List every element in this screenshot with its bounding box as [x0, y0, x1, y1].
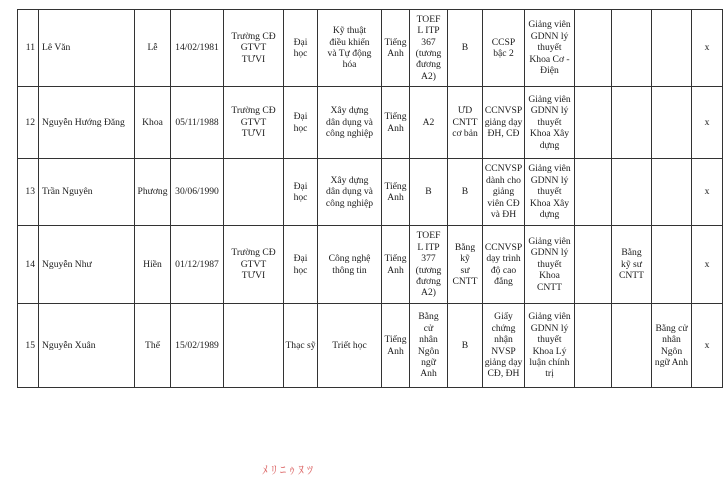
given-name: Hiền [143, 258, 162, 270]
extra-degree-cell [652, 10, 692, 87]
position-title: Giảng viên GDNN lý thuyết Khoa Lý luận chính trị [528, 311, 571, 380]
position-title: Giảng viên GDNN lý thuyết Khoa Xây dựng [528, 93, 571, 151]
education-level-cell [284, 226, 318, 304]
x-mark-cell [692, 10, 723, 87]
row-number-cell [18, 159, 39, 226]
major-cell [318, 10, 382, 87]
extra-degree-cell [652, 159, 692, 226]
birth-date-cell [171, 226, 224, 304]
it-certificate-cell [448, 10, 483, 87]
row-number-cell [18, 226, 39, 304]
table-row [18, 10, 723, 87]
pedagogy-certificate-cell [483, 87, 525, 159]
extra-certificate-cell [612, 10, 652, 87]
major: Xây dựng dân dụng và công nghiệp [325, 105, 374, 140]
table-row [18, 87, 723, 159]
blank-cell-cell [575, 226, 612, 304]
x-mark: x [704, 116, 710, 128]
major: Xây dựng dân dụng và công nghiệp [325, 174, 374, 209]
extra-certificate: Bằng kỹ sư CNTT [618, 247, 645, 282]
training-institution-cell [224, 10, 284, 87]
foreign-language: Tiếng Anh [384, 111, 407, 134]
pedagogy-certificate: CCSP bậc 2 [491, 36, 516, 59]
extra-certificate-cell [612, 304, 652, 388]
foreign-language-cell [382, 304, 410, 388]
pedagogy-certificate-cell [483, 226, 525, 304]
birth-date-cell [171, 304, 224, 388]
row-number-cell [18, 10, 39, 87]
foreign-language: Tiếng Anh [384, 36, 407, 59]
position-title-cell [525, 10, 575, 87]
given-name: Thế [145, 339, 160, 351]
extra-certificate-cell [612, 159, 652, 226]
surname: Nguyễn Xuân [42, 339, 96, 351]
birth-date-cell [171, 10, 224, 87]
given-name-cell [135, 10, 171, 87]
language-certificate-cell [410, 87, 448, 159]
birth-date: 05/11/1988 [175, 116, 219, 128]
it-certificate: Bằng kỹ sư CNTT [452, 241, 478, 287]
foreign-language: Tiếng Anh [384, 334, 407, 357]
it-certificate-cell [448, 226, 483, 304]
pedagogy-certificate: CCNVSP dạy trình độ cao đẳng [484, 241, 523, 287]
position-title-cell [525, 304, 575, 388]
birth-date-cell [171, 159, 224, 226]
major: Triết học [332, 339, 367, 351]
given-name: Phương [137, 186, 168, 198]
row-number-cell [18, 304, 39, 388]
training-institution: Trường CĐ GTVT TƯVI [231, 30, 276, 65]
education-level: Đại học [293, 180, 308, 203]
it-certificate: B [461, 42, 469, 54]
blank-cell-cell [575, 10, 612, 87]
education-level: Đại học [293, 111, 308, 134]
major-cell [318, 87, 382, 159]
row-number: 14 [25, 258, 35, 270]
position-title: Giảng viên GDNN lý thuyết Khoa Xây dựng [528, 163, 571, 221]
row-number: 12 [25, 116, 35, 128]
x-mark-cell [692, 226, 723, 304]
x-mark-cell [692, 87, 723, 159]
language-certificate: TOEF L ITP 367 (tương đương A2) [415, 13, 442, 82]
surname-cell [39, 159, 135, 226]
major-cell [318, 159, 382, 226]
x-mark: x [704, 339, 710, 351]
foreign-language-cell [382, 87, 410, 159]
education-level: Đại học [293, 253, 308, 276]
education-level-cell [284, 159, 318, 226]
pedagogy-certificate-cell [483, 10, 525, 87]
training-institution-cell [224, 226, 284, 304]
extra-degree-cell [652, 304, 692, 388]
it-certificate: ƯD CNTT cơ bản [452, 105, 478, 140]
surname-cell [39, 87, 135, 159]
it-certificate: B [461, 186, 469, 198]
position-title-cell [525, 159, 575, 226]
red-stamp-mark: ﾒﾘﾆｩﾇﾂ [262, 463, 317, 477]
birth-date: 30/06/1990 [175, 186, 219, 198]
birth-date-cell [171, 87, 224, 159]
surname: Lê Văn [42, 42, 71, 54]
language-certificate-cell [410, 10, 448, 87]
foreign-language-cell [382, 10, 410, 87]
education-level-cell [284, 10, 318, 87]
training-institution-cell [224, 159, 284, 226]
position-title: Giảng viên GDNN lý thuyết Khoa CNTT [528, 235, 571, 293]
birth-date: 15/02/1989 [175, 339, 219, 351]
foreign-language: Tiếng Anh [384, 180, 407, 203]
it-certificate: B [461, 339, 469, 351]
training-institution-cell [224, 304, 284, 388]
table-row [18, 159, 723, 226]
foreign-language: Tiếng Anh [384, 253, 407, 276]
given-name-cell [135, 159, 171, 226]
x-mark: x [704, 186, 710, 198]
given-name-cell [135, 226, 171, 304]
surname-cell [39, 304, 135, 388]
language-certificate-cell [410, 226, 448, 304]
surname: Nguyễn Hướng Đăng [42, 116, 125, 128]
education-level-cell [284, 304, 318, 388]
x-mark: x [704, 258, 710, 270]
major: Công nghệ thông tin [328, 253, 371, 276]
foreign-language-cell [382, 226, 410, 304]
row-number: 13 [25, 186, 35, 198]
given-name: Lễ [147, 42, 158, 54]
x-mark-cell [692, 304, 723, 388]
blank-cell-cell [575, 304, 612, 388]
row-number: 11 [25, 42, 35, 54]
extra-degree: Bằng cử nhân Ngôn ngữ Anh [654, 322, 689, 368]
blank-cell-cell [575, 87, 612, 159]
language-certificate-cell [410, 159, 448, 226]
training-institution: Trường CĐ GTVT TƯVI [231, 105, 276, 140]
extra-degree-cell [652, 87, 692, 159]
position-title-cell [525, 226, 575, 304]
position-title: Giảng viên GDNN lý thuyết Khoa Cơ - Điện [528, 19, 571, 77]
training-institution-cell [224, 87, 284, 159]
pedagogy-certificate-cell [483, 304, 525, 388]
surname: Nguyễn Như [42, 258, 92, 270]
position-title-cell [525, 87, 575, 159]
language-certificate-cell [410, 304, 448, 388]
education-level: Thạc sỹ [285, 339, 316, 351]
table-row [18, 226, 723, 304]
staff-table [17, 9, 723, 388]
blank-cell-cell [575, 159, 612, 226]
surname-cell [39, 10, 135, 87]
major-cell [318, 226, 382, 304]
extra-degree-cell [652, 226, 692, 304]
given-name-cell [135, 87, 171, 159]
it-certificate-cell [448, 159, 483, 226]
language-certificate: A2 [422, 116, 435, 128]
given-name: Khoa [142, 116, 163, 128]
language-certificate: TOEF L ITP 377 (tương đương A2) [415, 230, 442, 299]
major: Kỹ thuật điều khiển và Tự động hóa [327, 25, 372, 71]
row-number-cell [18, 87, 39, 159]
foreign-language-cell [382, 159, 410, 226]
birth-date: 01/12/1987 [175, 258, 219, 270]
surname: Trần Nguyên [42, 186, 93, 198]
language-certificate: B [425, 186, 432, 198]
pedagogy-certificate: CCNVSP giảng dạy ĐH, CĐ [484, 105, 523, 140]
it-certificate-cell [448, 87, 483, 159]
surname-cell [39, 226, 135, 304]
x-mark-cell [692, 159, 723, 226]
given-name-cell [135, 304, 171, 388]
language-certificate: Bằng cử nhân Ngôn ngữ Anh [417, 311, 440, 380]
extra-certificate-cell [612, 87, 652, 159]
training-institution: Trường CĐ GTVT TƯVI [231, 247, 276, 282]
birth-date: 14/02/1981 [175, 42, 219, 54]
it-certificate-cell [448, 304, 483, 388]
pedagogy-certificate-cell [483, 159, 525, 226]
pedagogy-certificate: CCNVSP dành cho giảng viên CĐ và ĐH [484, 163, 523, 221]
education-level: Đại học [293, 36, 308, 59]
pedagogy-certificate: Giấy chứng nhận NVSP giảng dạy CĐ, ĐH [484, 311, 523, 380]
row-number: 15 [25, 339, 35, 351]
major-cell [318, 304, 382, 388]
education-level-cell [284, 87, 318, 159]
extra-certificate-cell [612, 226, 652, 304]
table-row [18, 304, 723, 388]
x-mark: x [704, 42, 710, 54]
